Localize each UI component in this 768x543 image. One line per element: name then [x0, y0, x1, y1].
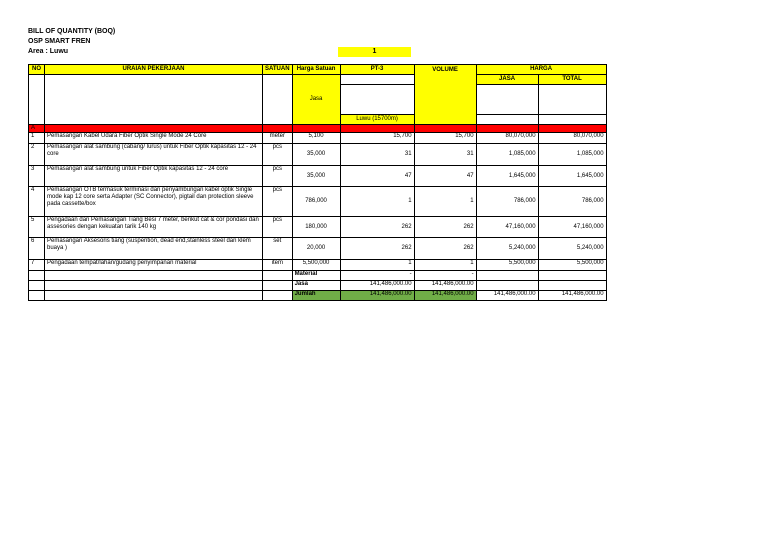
cell-blank: [263, 125, 293, 133]
row-harga: 5,100: [292, 133, 340, 144]
table-row: [29, 217, 607, 238]
section-row: [29, 125, 607, 133]
summary-jasa-pt3: 141,486,000.00: [340, 281, 414, 291]
summary-material-pt3: -: [340, 271, 414, 281]
cell-blank: [538, 115, 606, 125]
row-jasa: 786,000: [476, 187, 538, 217]
row-harga: 20,000: [292, 238, 340, 260]
row-pt3: 47: [340, 166, 414, 187]
col-total: TOTAL: [538, 75, 606, 85]
row-volume: 1: [414, 260, 476, 271]
row-satuan: pcs: [263, 166, 293, 187]
cell-blank: [538, 281, 606, 291]
table-row: [29, 238, 607, 260]
cell-blank: [45, 271, 263, 281]
cell-blank: [292, 125, 340, 133]
row-no: 1: [29, 133, 45, 144]
cell-blank: [538, 271, 606, 281]
col-volume: VOLUME: [414, 65, 476, 125]
row-pt3: 262: [340, 238, 414, 260]
row-jasa: 5,240,000: [476, 238, 538, 260]
summary-jumlah-label: Jumlah: [292, 291, 340, 301]
row-satuan: meter: [263, 133, 293, 144]
row-total: 1,645,000: [538, 166, 606, 187]
cell-blank: [45, 125, 263, 133]
row-volume: 31: [414, 144, 476, 166]
cell-blank: [29, 75, 45, 125]
row-harga: 5,500,000: [292, 260, 340, 271]
row-pt3: 15,700: [340, 133, 414, 144]
row-desc: Pengadaan dan Pemasangan Tiang Besi 7 meter, berikut cat & cor pondasi dan assesories dengan kekuatan tarik 140 kg: [45, 217, 263, 238]
row-total: 5,500,000: [538, 260, 606, 271]
row-volume: 262: [414, 238, 476, 260]
col-no: NO: [29, 65, 45, 75]
row-jasa: 1,085,000: [476, 144, 538, 166]
row-no: 3: [29, 166, 45, 187]
cell-blank: [340, 85, 414, 115]
table-row: [29, 166, 607, 187]
cell-blank: [45, 75, 263, 125]
cell-blank: [476, 281, 538, 291]
summary-jumlah-total: 141,486,000.00: [538, 291, 606, 301]
cell-blank: [476, 271, 538, 281]
summary-material-label: Material: [292, 271, 340, 281]
row-desc: Pemasangan Kabel Udara Fiber Optik Single Mode 24 Core: [45, 133, 263, 144]
summary-jumlah-row: [29, 291, 607, 301]
cell-blank: [538, 85, 606, 115]
summary-jumlah-jasa: 141,486,000.00: [476, 291, 538, 301]
row-desc: Pemasangan alat sambung untuk Fiber Optik kapasitas 12 - 24 core: [45, 166, 263, 187]
row-satuan: pcs: [263, 217, 293, 238]
table-row: [29, 133, 607, 144]
col-satuan: SATUAN: [263, 65, 293, 75]
row-no: 6: [29, 238, 45, 260]
row-pt3: 1: [340, 260, 414, 271]
row-total: 1,085,000: [538, 144, 606, 166]
row-desc: Pengadaan tempat/lahan/gudang penyimpanan material: [45, 260, 263, 271]
cell-blank: [45, 281, 263, 291]
row-harga: 786,000: [292, 187, 340, 217]
cell-blank: [263, 271, 293, 281]
table-row: [29, 187, 607, 217]
row-volume: 47: [414, 166, 476, 187]
col-jasa-sub-label: Jasa: [309, 96, 323, 102]
row-no: 7: [29, 260, 45, 271]
row-total: 80,070,000: [538, 133, 606, 144]
col-pt3: PT-3: [340, 65, 414, 75]
table-row: [29, 260, 607, 271]
doc-title: BILL OF QUANTITY (BOQ): [28, 28, 116, 35]
summary-jumlah-pt3: 141,486,000.00: [340, 291, 414, 301]
cell-blank: [29, 271, 45, 281]
row-pt3: 262: [340, 217, 414, 238]
row-harga: 35,000: [292, 144, 340, 166]
col-uraian: URAIAN PEKERJAAN: [45, 65, 263, 75]
row-no: 5: [29, 217, 45, 238]
row-satuan: pcs: [263, 144, 293, 166]
row-pt3: 31: [340, 144, 414, 166]
summary-jasa-row: [29, 281, 607, 291]
col-luwu: Luwu (15700m): [340, 115, 414, 125]
row-jasa: 47,160,000: [476, 217, 538, 238]
section-label: A: [29, 125, 45, 133]
row-harga: 35,000: [292, 166, 340, 187]
row-satuan: set: [263, 238, 293, 260]
col-harga-satuan: Harga Satuan: [292, 65, 340, 75]
cell-blank: [263, 281, 293, 291]
row-total: 47,160,000: [538, 217, 606, 238]
row-no: 4: [29, 187, 45, 217]
cell-blank: [538, 125, 606, 133]
summary-jumlah-volume: 141,486,000.00: [414, 291, 476, 301]
row-jasa: 80,070,000: [476, 133, 538, 144]
cell-blank: [476, 125, 538, 133]
cell-blank: [263, 75, 293, 125]
row-satuan: item: [263, 260, 293, 271]
col-jasa-sub: [292, 75, 340, 125]
cell-blank: [340, 75, 414, 85]
summary-material-row: [29, 271, 607, 281]
row-desc: Pemasangan alat sambung (cabang/ lurus) untuk Fiber Optik kapasitas 12 - 24 core: [45, 144, 263, 166]
col-harga: HARGA: [476, 65, 606, 75]
row-pt3: 1: [340, 187, 414, 217]
header-row-2: [29, 75, 607, 85]
cell-blank: [414, 125, 476, 133]
row-harga: 180,000: [292, 217, 340, 238]
row-volume: 15,700: [414, 133, 476, 144]
summary-jasa-label: Jasa: [292, 281, 340, 291]
summary-material-volume: -: [414, 271, 476, 281]
cell-blank: [476, 115, 538, 125]
cell-blank: [45, 291, 263, 301]
cell-blank: [476, 85, 538, 115]
doc-subtitle: OSP SMART FREN: [28, 38, 91, 45]
cell-blank: [29, 281, 45, 291]
col-jasa: JASA: [476, 75, 538, 85]
cell-blank: [340, 125, 414, 133]
row-desc: Pemasangan Aksesoris tiang (suspention, dead end,stainless steel dan klem buaya ): [45, 238, 263, 260]
row-total: 5,240,000: [538, 238, 606, 260]
marker-box: 1: [338, 47, 411, 57]
doc-area: Area : Luwu: [28, 48, 69, 55]
row-no: 2: [29, 144, 45, 166]
cell-blank: [29, 291, 45, 301]
row-volume: 1: [414, 187, 476, 217]
row-total: 786,000: [538, 187, 606, 217]
row-volume: 262: [414, 217, 476, 238]
boq-table: [28, 64, 607, 301]
cell-blank: [263, 291, 293, 301]
summary-jasa-volume: 141,486,000.00: [414, 281, 476, 291]
row-desc: Pemasangan OTB termasuk terminasi dan penyambungan kabel optik Single mode kap 12 core serta Adapter (SC Connector), pigtail dan protection sleeve pada cassette/box: [45, 187, 263, 217]
row-jasa: 1,645,000: [476, 166, 538, 187]
row-satuan: pcs: [263, 187, 293, 217]
header-row-1: [29, 65, 607, 75]
row-jasa: 5,500,000: [476, 260, 538, 271]
table-row: [29, 144, 607, 166]
